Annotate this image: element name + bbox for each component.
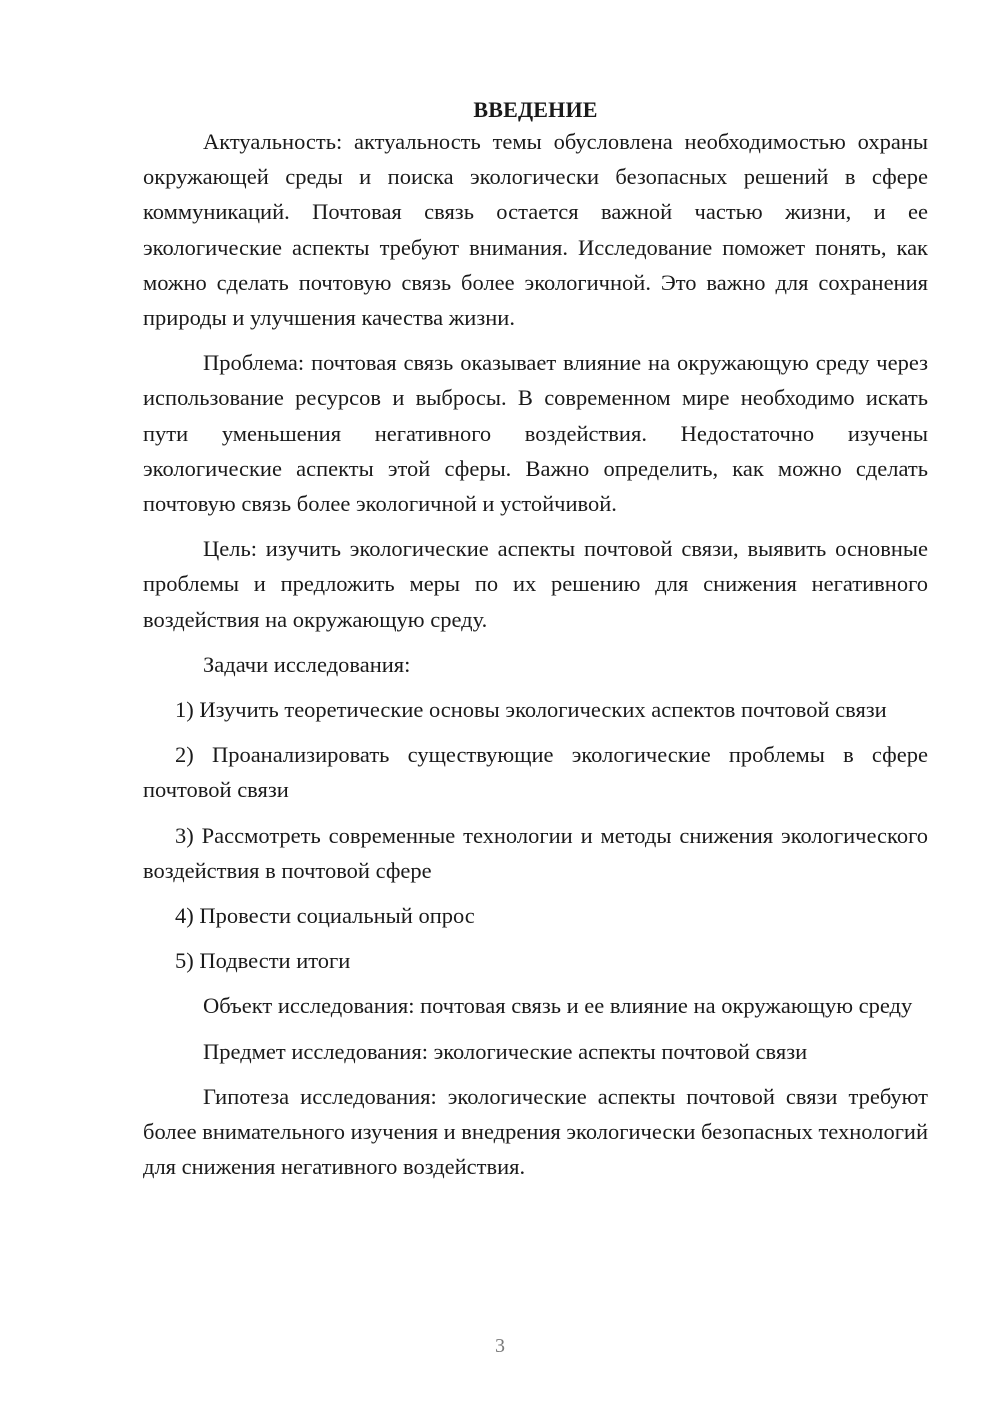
goal-paragraph: Цель: изучить экологические аспекты почтовой связи, выявить основные проблемы и предложить меры по их решению для снижения негативного воздействия на окружающую среду. (143, 536, 928, 632)
document-heading: ВВЕДЕНИЕ (473, 97, 598, 122)
relevance-paragraph: Актуальность: актуальность темы обусловлена необходимостью охраны окружающей среды и поиска экологически безопасных решений в сфере коммуникаций. Почтовая связь остается важной частью жизни, и ее экологические аспекты требуют внимания. Исследование поможет понять, как можно сделать почтовую связь более экологичной. Это важно для сохранения природы и улучшения качества жизни. (143, 129, 928, 331)
task-item-2: 2) Проанализировать существующие экологические проблемы в сфере почтовой связи (143, 742, 928, 803)
subject-paragraph: Предмет исследования: экологические аспекты почтовой связи (203, 1038, 808, 1064)
tasks-title: Задачи исследования: (203, 651, 411, 677)
page-number: 3 (495, 1335, 505, 1357)
hypothesis-paragraph: Гипотеза исследования: экологические аспекты почтовой связи требуют более внимательного изучения и внедрения экологически безопасных технологий для снижения негативного воздействия. (143, 1083, 929, 1180)
problem-paragraph: Проблема: почтовая связь оказывает влияние на окружающую среду через использование ресурсов и выбросы. В современном мире необходимо искать пути уменьшения негативного воздействия. Недостаточно изучены экологические аспекты этой сферы. Важно определить, как можно сделать почтовую связь более экологичной и устойчивой. (143, 350, 928, 517)
document-page (143, 92, 928, 1194)
task-item-4: 4) Провести социальный опрос (175, 903, 475, 929)
task-item-1: 1) Изучить теоретические основы экологических аспектов почтовой связи (175, 697, 887, 723)
task-item-5: 5) Подвести итоги (175, 948, 351, 974)
task-item-3: 3) Рассмотреть современные технологии и методы снижения экологического воздействия в почтовой сфере (143, 822, 928, 883)
object-paragraph: Объект исследования: почтовая связь и ее влияние на окружающую среду (203, 993, 913, 1019)
